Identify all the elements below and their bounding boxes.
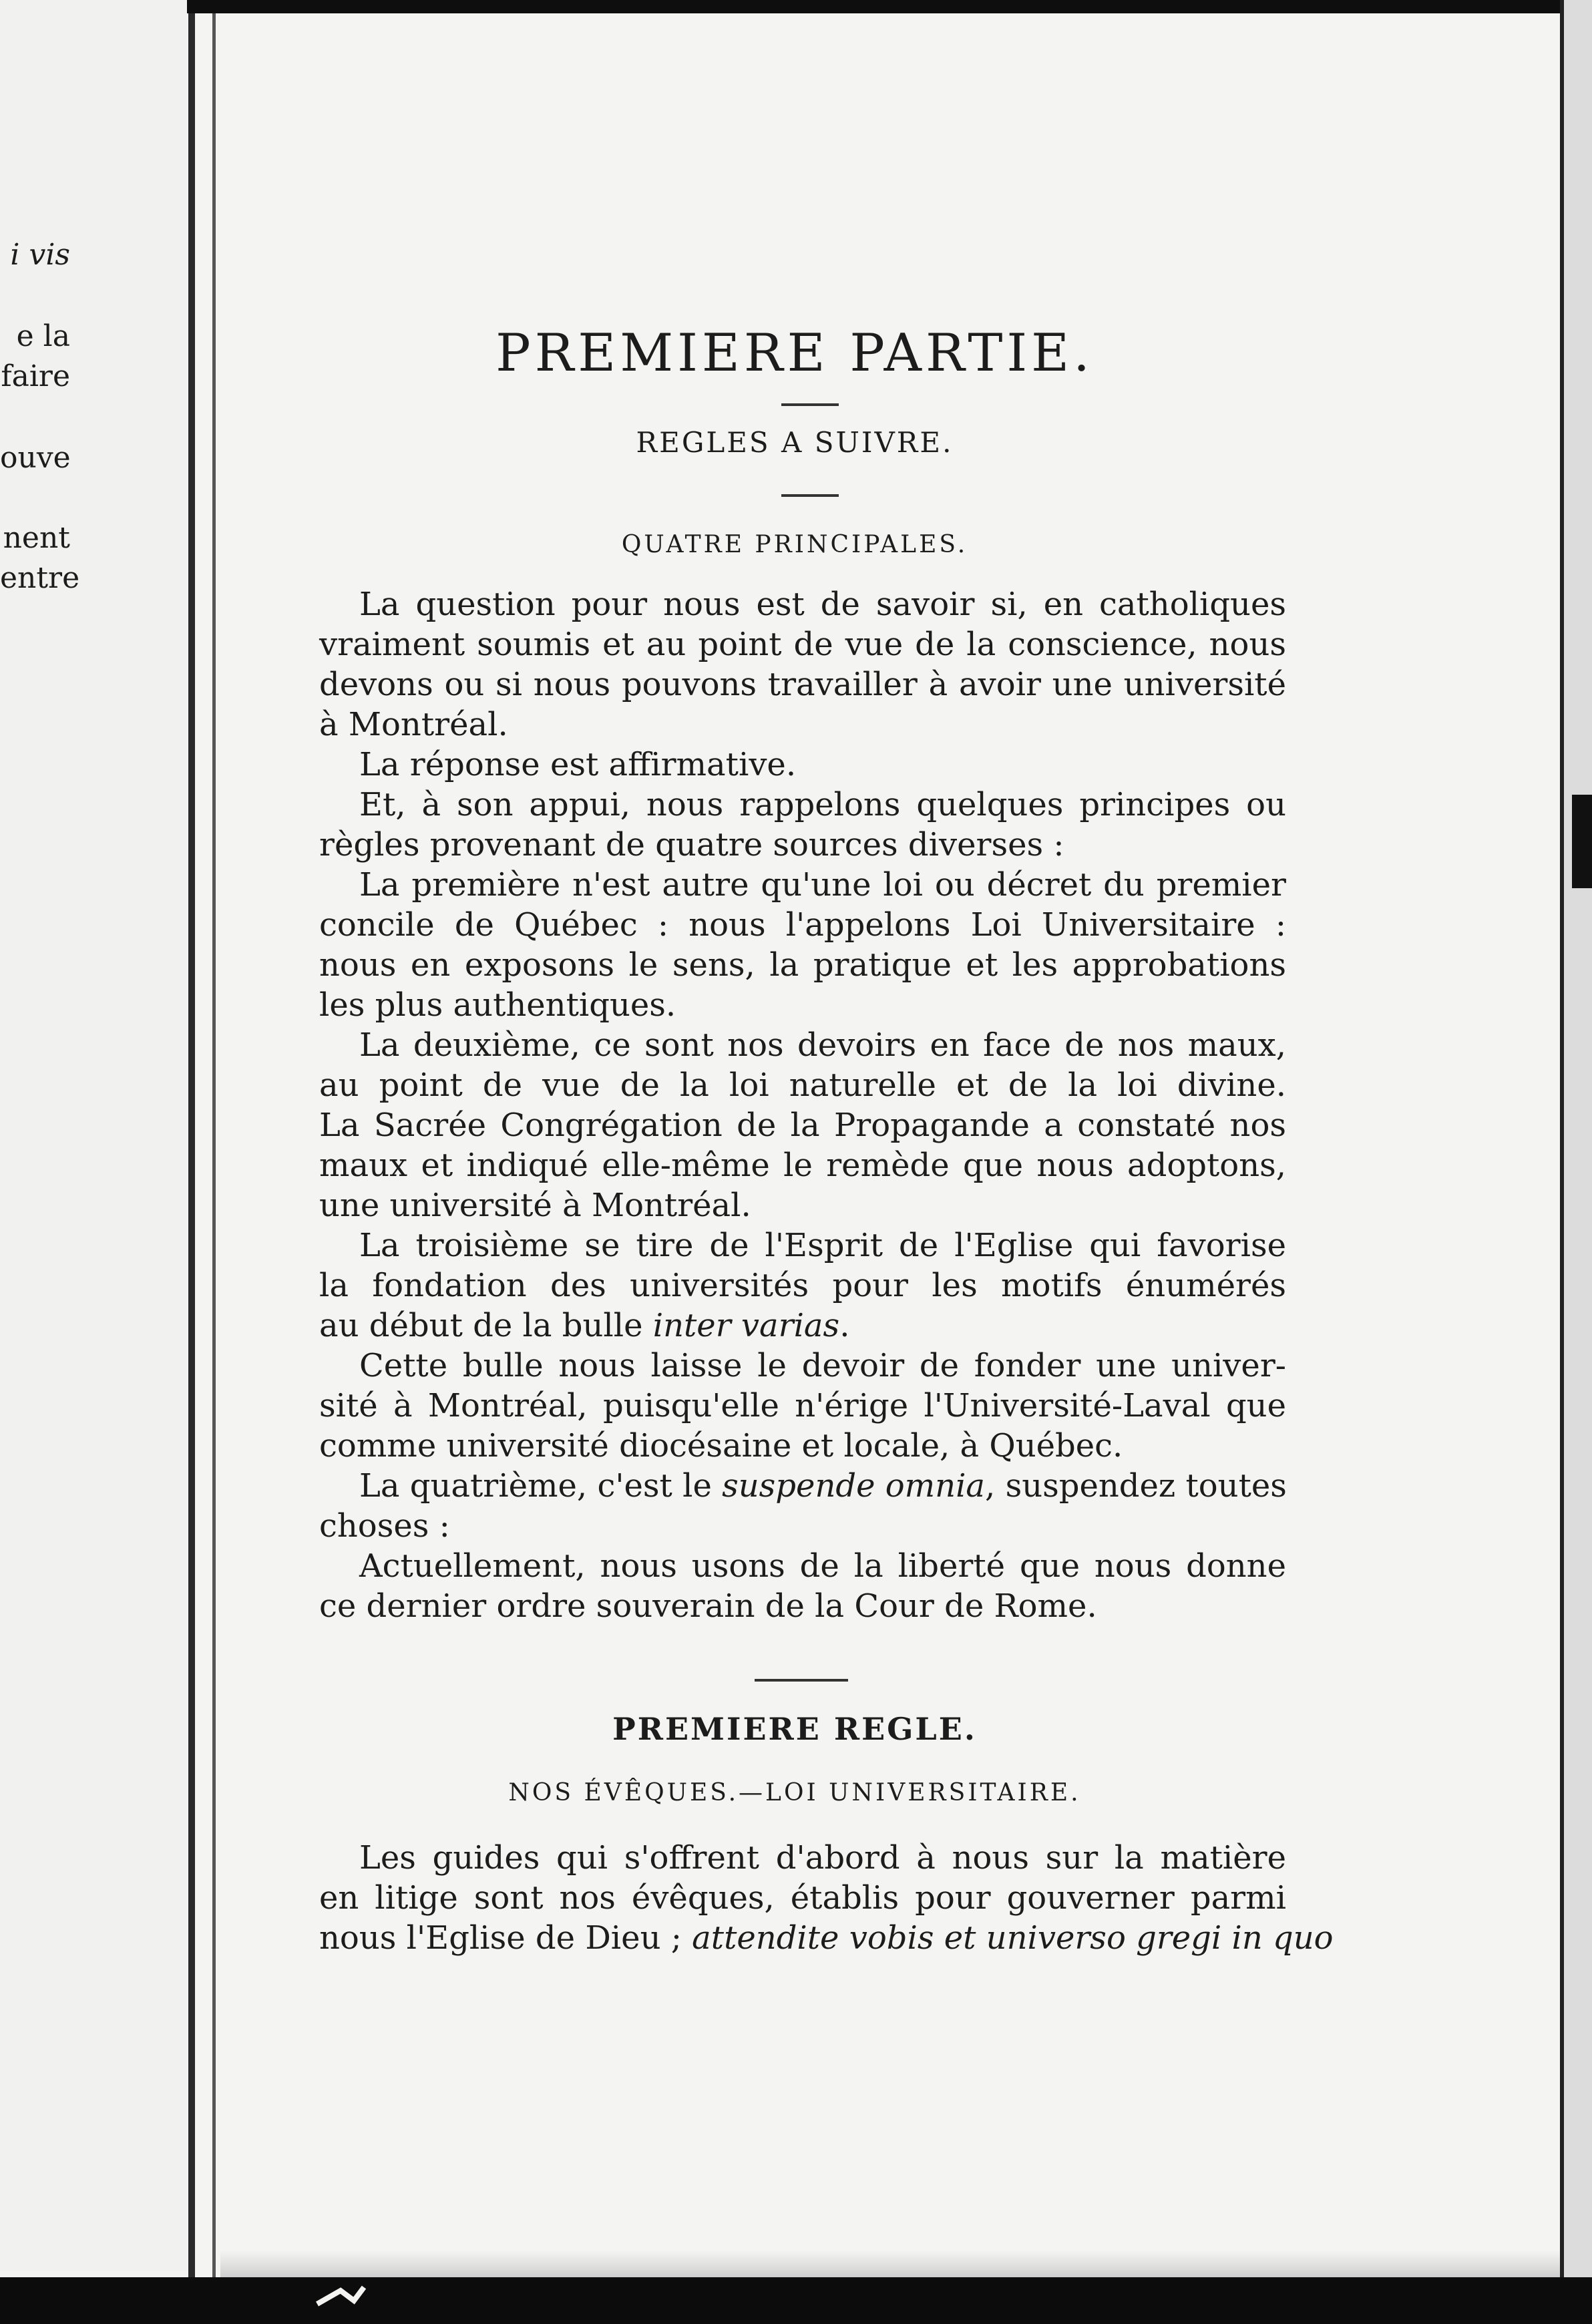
body-line: règles provenant de quatre sources diverses :	[319, 826, 1064, 863]
rule-subheading: NOS ÉVÊQUES.—LOI UNIVERSITAIRE.	[508, 1779, 1081, 1806]
body-line: La deuxième, ce sont nos devoirs en face de nos maux,	[359, 1026, 1286, 1064]
left-fragment-line: entre	[0, 561, 80, 595]
body-line: Cette bulle nous laisse le devoir de fonder une univer-	[359, 1347, 1286, 1384]
subtitle: REGLES A SUIVRE.	[636, 426, 954, 459]
body-line: au début de la bulle inter varias.	[319, 1307, 850, 1344]
subtitle-rule	[781, 494, 839, 497]
latin-phrase: suspende omnia	[722, 1467, 986, 1505]
body-line: au point de vue de la loi naturelle et de la loi divine.	[319, 1067, 1286, 1104]
body-line: concile de Québec : nous l'appelons Loi Universitaire :	[319, 906, 1286, 944]
body-line: devons ou si nous pouvons travailler à avoir une université	[319, 666, 1286, 703]
page-bottom-shadow	[220, 2251, 1560, 2277]
left-fragment-line: ouve	[0, 441, 71, 475]
body-line: à Montréal.	[319, 706, 508, 743]
body-line: Les guides qui s'offrent d'abord à nous sur la matière	[359, 1839, 1286, 1877]
body-line: sité à Montréal, puisqu'elle n'érige l'Université-Laval que	[319, 1387, 1286, 1424]
body-line: La troisième se tire de l'Esprit de l'Eglise qui favorise	[359, 1227, 1286, 1264]
body-line: Actuellement, nous usons de la liberté que nous donne	[359, 1547, 1286, 1585]
title-rule	[781, 403, 839, 406]
body-line: La question pour nous est de savoir si, en catholiques	[359, 586, 1286, 623]
left-page-fragment	[0, 0, 187, 2271]
left-fragment-line: i vis	[10, 238, 70, 272]
body-line: ce dernier ordre souverain de la Cour de Rome.	[319, 1587, 1097, 1625]
body-line: les plus authentiques.	[319, 986, 676, 1024]
body-line: nous l'Eglise de Dieu ; attendite vobis et universo gregi in quo	[319, 1919, 1334, 1957]
scan-top-border	[0, 0, 1592, 13]
left-fragment-line: e la	[16, 319, 70, 353]
body-line: choses :	[319, 1507, 450, 1545]
page-title: PREMIERE PARTIE.	[495, 323, 1094, 383]
body-line: en litige sont nos évêques, établis pour gouverner parmi	[319, 1879, 1286, 1917]
scan-bottom-border	[0, 2277, 1592, 2324]
body-line: La quatrième, c'est le suspende omnia, suspendez toutes	[359, 1467, 1287, 1505]
body-line: la fondation des universités pour les motifs énumérés	[319, 1267, 1286, 1304]
body-line: Et, à son appui, nous rappelons quelques principes ou	[359, 786, 1286, 823]
body-line: La réponse est affirmative.	[359, 746, 797, 783]
right-scan-margin	[1560, 0, 1592, 2324]
right-edge-tab	[1572, 795, 1592, 888]
registration-mark-icon	[314, 2277, 367, 2324]
left-fragment-line: nent	[3, 521, 70, 555]
rule-heading: PREMIERE REGLE.	[612, 1711, 977, 1747]
page-edge-line	[212, 13, 216, 2277]
body-line: La Sacrée Congrégation de la Propagande a constaté nos	[319, 1107, 1286, 1144]
section-heading: QUATRE PRINCIPALES.	[621, 531, 968, 558]
body-line: comme université diocésaine et locale, à Québec.	[319, 1427, 1123, 1465]
book-spine-line	[188, 13, 195, 2277]
body-line: une université à Montréal.	[319, 1187, 751, 1224]
body-line: La première n'est autre qu'une loi ou décret du premier	[359, 866, 1286, 904]
section-rule	[755, 1679, 848, 1682]
latin-phrase: inter varias	[652, 1307, 840, 1344]
body-line: vraiment soumis et au point de vue de la conscience, nous	[319, 626, 1286, 663]
left-fragment-line: faire	[1, 359, 70, 393]
body-line: nous en exposons le sens, la pratique et les approbations	[319, 946, 1286, 984]
latin-phrase: attendite vobis et universo gregi in quo	[692, 1919, 1334, 1957]
body-line: maux et indiqué elle-même le remède que nous adoptons,	[319, 1147, 1286, 1184]
